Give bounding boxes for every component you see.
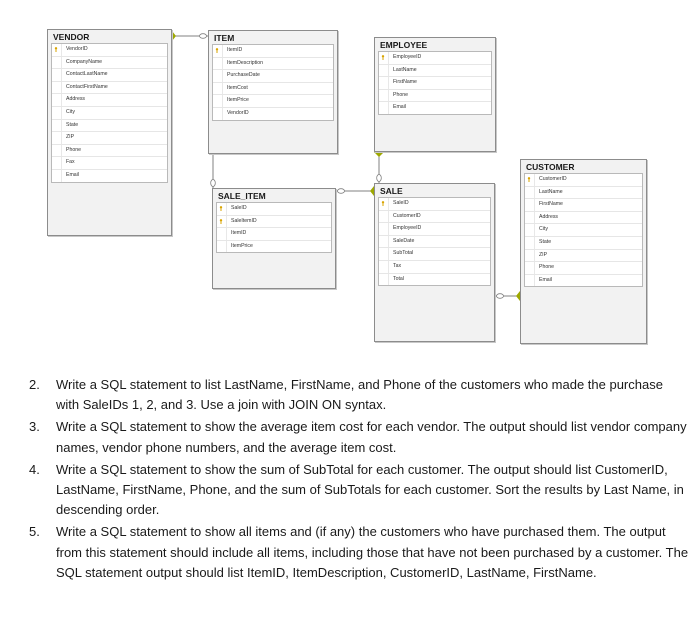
field-name: SubTotal bbox=[393, 250, 414, 257]
row-gutter bbox=[52, 82, 62, 94]
field-name: Fax bbox=[66, 159, 75, 166]
row-gutter bbox=[525, 174, 535, 186]
field-list bbox=[524, 173, 643, 287]
primary-key-icon bbox=[219, 219, 223, 224]
field-name: Phone bbox=[66, 146, 82, 153]
field-name: ItemPrice bbox=[231, 242, 253, 249]
row-gutter bbox=[379, 248, 389, 260]
field-row[interactable] bbox=[52, 157, 167, 170]
field-name: FirstName bbox=[539, 201, 563, 208]
row-gutter bbox=[52, 132, 62, 144]
row-gutter bbox=[213, 45, 223, 57]
field-row[interactable] bbox=[217, 241, 331, 253]
field-row[interactable] bbox=[379, 223, 490, 236]
field-name: PurchaseDate bbox=[227, 72, 260, 79]
row-gutter bbox=[379, 65, 389, 77]
field-name: State bbox=[66, 121, 79, 128]
row-gutter bbox=[525, 275, 535, 287]
row-gutter bbox=[52, 157, 62, 169]
row-gutter bbox=[213, 95, 223, 107]
primary-key-icon bbox=[219, 206, 223, 211]
field-list bbox=[378, 51, 492, 115]
field-list bbox=[212, 44, 334, 121]
field-name: EmployeeID bbox=[393, 54, 422, 60]
field-row[interactable] bbox=[52, 82, 167, 95]
primary-key-icon bbox=[381, 55, 385, 60]
field-name: ItemDescription bbox=[227, 59, 264, 66]
primary-key-icon bbox=[381, 201, 385, 206]
question-item bbox=[29, 375, 689, 416]
field-name: Phone bbox=[539, 264, 555, 271]
field-name: FirstName bbox=[393, 79, 417, 86]
field-row[interactable] bbox=[52, 145, 167, 158]
question-number: 5. bbox=[29, 524, 40, 540]
key-end-employee bbox=[374, 152, 384, 157]
row-gutter bbox=[213, 70, 223, 82]
sale-table[interactable] bbox=[374, 183, 495, 342]
field-row[interactable] bbox=[379, 65, 491, 78]
entity-title: VENDOR bbox=[53, 32, 90, 42]
question-item bbox=[29, 460, 689, 521]
question-number: 3. bbox=[29, 419, 40, 435]
field-row[interactable] bbox=[525, 174, 642, 187]
primary-key-icon bbox=[54, 47, 58, 52]
field-row[interactable] bbox=[213, 58, 333, 71]
field-name: ZIP bbox=[539, 251, 548, 258]
row-gutter bbox=[52, 69, 62, 81]
many-end-sale-employee bbox=[377, 175, 382, 182]
row-gutter bbox=[379, 102, 389, 114]
row-gutter bbox=[379, 90, 389, 102]
field-name: EmployeeID bbox=[393, 225, 422, 232]
field-name: VendorID bbox=[227, 109, 249, 116]
question-item bbox=[29, 417, 689, 458]
customer-table[interactable] bbox=[520, 159, 647, 344]
field-name: Tax bbox=[393, 262, 402, 269]
field-row[interactable] bbox=[213, 70, 333, 83]
field-name: LastName bbox=[539, 188, 563, 195]
row-gutter bbox=[52, 44, 62, 56]
field-row[interactable] bbox=[379, 102, 491, 114]
row-gutter bbox=[52, 94, 62, 106]
row-gutter bbox=[379, 211, 389, 223]
row-gutter bbox=[379, 52, 389, 64]
field-row[interactable] bbox=[379, 236, 490, 249]
many-end-saleitem-sale bbox=[338, 189, 345, 194]
row-gutter bbox=[217, 228, 227, 240]
field-row[interactable] bbox=[52, 57, 167, 70]
row-gutter bbox=[379, 223, 389, 235]
row-gutter bbox=[379, 236, 389, 248]
question-text: Write a SQL statement to show the average item cost for each vendor. The output should list vendor company names, vendor phone numbers, and the average item cost. bbox=[56, 419, 687, 455]
field-row[interactable] bbox=[379, 274, 490, 286]
field-name: ContactLastName bbox=[66, 71, 108, 78]
field-row[interactable] bbox=[379, 211, 490, 224]
field-row[interactable] bbox=[379, 77, 491, 90]
entity-title: EMPLOYEE bbox=[380, 40, 428, 50]
row-gutter bbox=[525, 212, 535, 224]
row-gutter bbox=[213, 83, 223, 95]
sale-item-table[interactable] bbox=[212, 188, 336, 289]
key-end-vendor bbox=[172, 31, 176, 41]
field-row[interactable] bbox=[52, 170, 167, 182]
field-name: City bbox=[66, 108, 75, 115]
item-table[interactable] bbox=[208, 30, 338, 154]
field-name: Address bbox=[539, 213, 559, 220]
field-row[interactable] bbox=[213, 95, 333, 108]
many-end-item bbox=[200, 34, 207, 39]
field-name: ContactFirstName bbox=[66, 83, 108, 90]
row-gutter bbox=[52, 57, 62, 69]
field-row[interactable] bbox=[52, 69, 167, 82]
field-row[interactable] bbox=[213, 45, 333, 58]
field-row[interactable] bbox=[217, 228, 331, 241]
field-row[interactable] bbox=[217, 203, 331, 216]
field-row[interactable] bbox=[217, 216, 331, 229]
field-name: SaleID bbox=[393, 200, 409, 206]
row-gutter bbox=[525, 199, 535, 211]
field-row[interactable] bbox=[525, 250, 642, 263]
primary-key-icon bbox=[527, 177, 531, 182]
field-row[interactable] bbox=[213, 83, 333, 96]
field-name: VendorID bbox=[66, 46, 88, 52]
question-number: 2. bbox=[29, 377, 40, 392]
field-name: City bbox=[539, 226, 548, 233]
field-name: Phone bbox=[393, 91, 409, 98]
field-list bbox=[51, 43, 168, 183]
field-list bbox=[378, 197, 491, 286]
many-end-saleitem bbox=[211, 180, 216, 187]
row-gutter bbox=[379, 77, 389, 89]
row-gutter bbox=[52, 145, 62, 157]
field-name: ItemPrice bbox=[227, 97, 249, 104]
row-gutter bbox=[217, 203, 227, 215]
row-gutter bbox=[52, 170, 62, 182]
field-row[interactable] bbox=[525, 275, 642, 287]
entity-title: SALE bbox=[380, 186, 403, 196]
field-list bbox=[216, 202, 332, 253]
field-row[interactable] bbox=[525, 224, 642, 237]
field-name: Total bbox=[393, 275, 404, 282]
question-text: Write a SQL statement to show all items and (if any) the customers who have purchased them. The output from this statement should include all items, including those that have not been purchased by a customer. The SQL statement output should list ItemID, ItemDescription, CustomerID, LastName, FirstName. bbox=[56, 524, 689, 581]
field-name: SaleDate bbox=[393, 237, 415, 244]
field-name: State bbox=[539, 238, 552, 245]
field-name: CustomerID bbox=[393, 212, 421, 219]
row-gutter bbox=[525, 237, 535, 249]
field-name: SaleID bbox=[231, 205, 247, 211]
field-name: Email bbox=[539, 276, 552, 283]
row-gutter bbox=[217, 241, 227, 253]
field-name: CustomerID bbox=[539, 176, 567, 182]
row-gutter bbox=[213, 108, 223, 120]
row-gutter bbox=[213, 58, 223, 70]
row-gutter bbox=[525, 224, 535, 236]
primary-key-icon bbox=[215, 48, 219, 53]
field-name: ZIP bbox=[66, 134, 75, 141]
entity-title: SALE_ITEM bbox=[218, 191, 266, 201]
field-row[interactable] bbox=[525, 237, 642, 250]
field-name: Email bbox=[393, 104, 406, 111]
row-gutter bbox=[217, 216, 227, 228]
field-name: SaleItemID bbox=[231, 217, 257, 224]
entity-title: CUSTOMER bbox=[526, 162, 575, 172]
entity-title: ITEM bbox=[214, 33, 235, 43]
question-text: Write a SQL statement to show the sum of SubTotal for each customer. The output should list CustomerID, LastName, FirstName, Phone, and the sum of SubTotals for each customer. Sort the results by Last Name, in descending order. bbox=[56, 461, 684, 518]
question-list bbox=[29, 375, 689, 585]
row-gutter bbox=[379, 274, 389, 286]
row-gutter bbox=[52, 107, 62, 119]
row-gutter bbox=[525, 262, 535, 274]
field-row[interactable] bbox=[379, 261, 490, 274]
question-text: Write a SQL statement to list LastName, FirstName, and Phone of the customers who made the purchase with SaleIDs 1, 2, and 3. Use a join with JOIN ON syntax. bbox=[56, 377, 663, 413]
vendor-table[interactable] bbox=[47, 29, 172, 236]
row-gutter bbox=[525, 250, 535, 262]
field-name: Email bbox=[66, 171, 79, 178]
field-row[interactable] bbox=[52, 44, 167, 57]
field-name: LastName bbox=[393, 66, 417, 73]
field-name: Address bbox=[66, 96, 86, 103]
many-end-sale-customer bbox=[497, 294, 504, 299]
row-gutter bbox=[52, 120, 62, 132]
field-row[interactable] bbox=[213, 108, 333, 120]
field-row[interactable] bbox=[525, 212, 642, 225]
question-number: 4. bbox=[29, 461, 40, 477]
row-gutter bbox=[379, 261, 389, 273]
row-gutter bbox=[525, 187, 535, 199]
field-row[interactable] bbox=[379, 248, 490, 261]
field-row[interactable] bbox=[52, 107, 167, 120]
field-row[interactable] bbox=[379, 90, 491, 103]
field-row[interactable] bbox=[379, 52, 491, 65]
field-row[interactable] bbox=[525, 262, 642, 275]
employee-table[interactable] bbox=[374, 37, 496, 152]
field-name: ItemID bbox=[231, 230, 247, 237]
field-row[interactable] bbox=[52, 94, 167, 107]
field-row[interactable] bbox=[379, 198, 490, 211]
field-row[interactable] bbox=[52, 132, 167, 145]
field-row[interactable] bbox=[525, 199, 642, 212]
field-name: CompanyName bbox=[66, 58, 103, 65]
field-name: ItemID bbox=[227, 47, 243, 53]
question-item bbox=[29, 522, 689, 583]
field-row[interactable] bbox=[525, 187, 642, 200]
field-name: ItemCost bbox=[227, 84, 248, 91]
row-gutter bbox=[379, 198, 389, 210]
field-row[interactable] bbox=[52, 120, 167, 133]
